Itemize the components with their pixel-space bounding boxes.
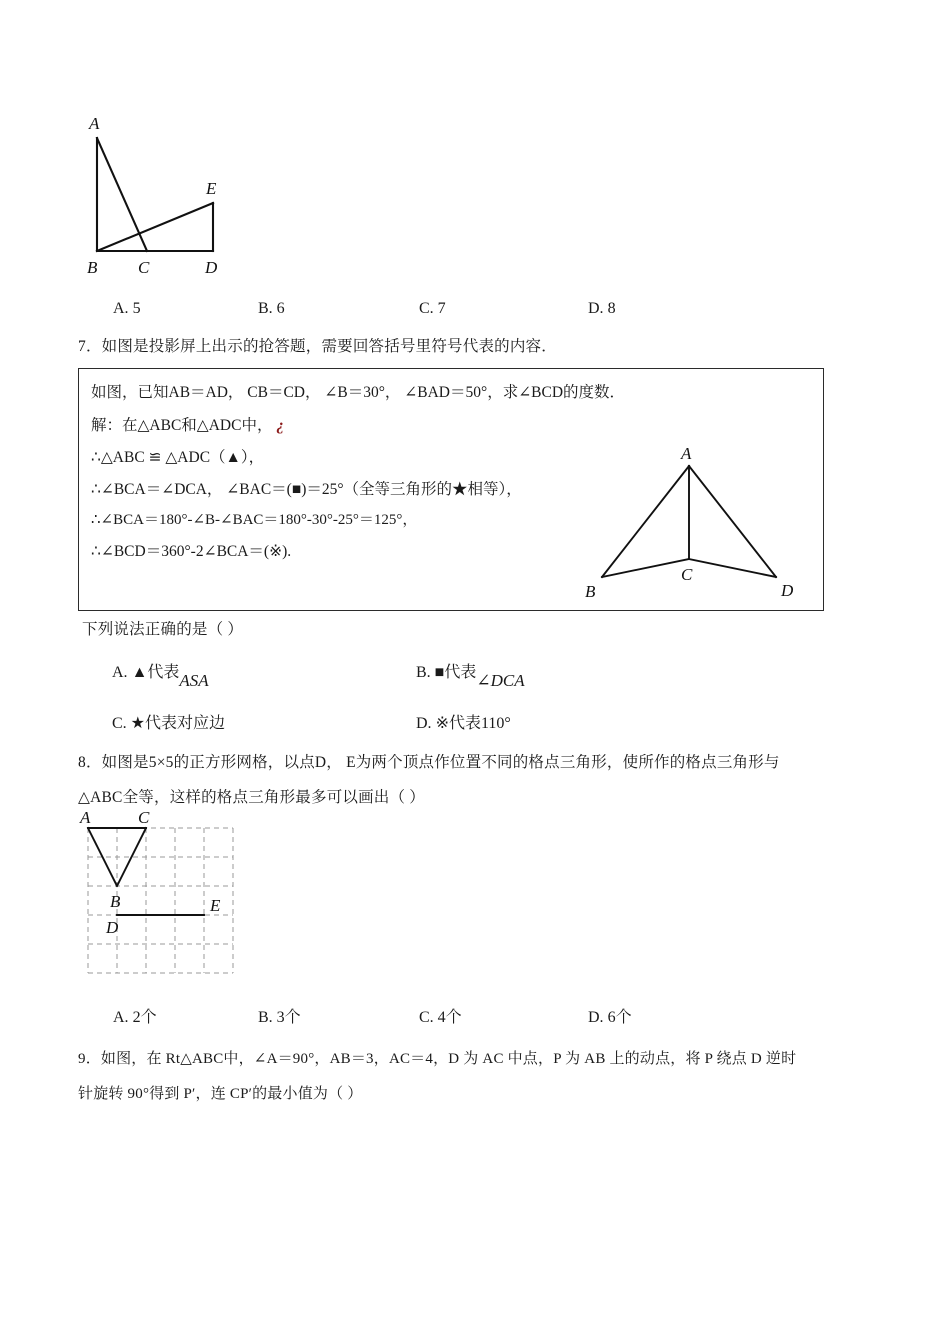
figure-label-B: B [87, 258, 98, 277]
segment-AD [689, 466, 776, 577]
figure-label-B: B [585, 582, 596, 601]
segment-BC [117, 828, 146, 886]
figure-label-D: D [205, 258, 218, 277]
figure-label-A: A [89, 114, 100, 133]
question7-box-text [91, 377, 626, 569]
q7-option-d-key: D. [416, 715, 432, 732]
figure-label-D: D [781, 581, 794, 600]
q7-option-a-lead: ▲代表 [131, 664, 180, 681]
question7-prompt: 下列说法正确的是（ ） [82, 621, 244, 638]
q6-option-d[interactable] [588, 300, 616, 318]
q6-option-b-key: B. [258, 300, 273, 317]
q8-option-b-key: B. [258, 1009, 273, 1026]
q6-option-a-text: 5 [132, 300, 141, 317]
q6-option-b-text: 6 [276, 300, 285, 317]
q6-option-c[interactable] [419, 300, 446, 318]
q8-option-c[interactable] [419, 1004, 462, 1027]
q7-box-line-3: ∴△ABC ≌ △ADC（▲）， [91, 449, 265, 467]
q8-option-b-text: 3个 [276, 1009, 301, 1026]
q6-option-a-key: A. [113, 300, 129, 317]
question7-stem-text: 如图是投影屏上出示的抢答题，需要回答括号里符号代表的内容． [101, 338, 557, 355]
q6-option-a[interactable] [113, 300, 141, 318]
q8-option-a-text: 2个 [132, 1009, 157, 1026]
figure-label-A: A [681, 444, 692, 463]
q8-option-b[interactable] [258, 1004, 301, 1027]
q8-option-d-text: 6个 [607, 1009, 632, 1026]
figure-label-D: D [106, 918, 119, 937]
question8-stem-line2: △ABC全等，这样的格点三角形最多可以画出（ ） [78, 789, 425, 806]
q7-box-line-5: ∴∠BCA＝180°-∠B-∠BAC＝180°-30°-25°＝125°， [91, 511, 418, 528]
q6-option-c-text: 7 [437, 300, 446, 317]
q7-option-a[interactable] [112, 659, 209, 690]
figure-label-A: A [80, 812, 91, 827]
question8-stem-row1 [78, 748, 780, 777]
q6-option-b[interactable] [258, 300, 285, 318]
question7-stem-row [78, 332, 557, 361]
figure-label-E: E [210, 896, 221, 915]
q8-option-c-key: C. [419, 1009, 434, 1026]
question7-figure [584, 441, 824, 606]
q7-solution-prefix: 解：在 [91, 416, 138, 434]
figure-label-B: B [110, 892, 121, 911]
q7-option-d-lead: ※代表110° [435, 715, 511, 732]
question8-number: 8． [78, 754, 102, 771]
q7-option-c-key: C. [112, 715, 127, 732]
q7-solution-body: △ABC和△ADC中， [137, 416, 273, 434]
q7-option-b-lead: ■代表 [434, 664, 477, 681]
q7-red-marker: ¿ [276, 416, 285, 434]
q6-option-d-text: 8 [607, 300, 616, 317]
question7-projected-box [78, 368, 824, 611]
question8-stem-row2 [78, 783, 425, 812]
q7-option-b-tail: ∠DCA [476, 671, 525, 690]
q7-box-line-1: 如图，已知AB＝AD， CB＝CD， ∠B＝30°， ∠BAD＝50°，求∠BCD的度数． [91, 384, 626, 401]
q8-option-d[interactable] [588, 1004, 632, 1027]
question9-row1 [78, 1045, 796, 1074]
question6-figure [70, 105, 340, 290]
question9-row2 [78, 1080, 362, 1109]
question9-line2: 针旋转 90°得到 P′，连 CP′的最小值为（ ） [78, 1086, 363, 1102]
q6-option-c-key: C. [419, 300, 434, 317]
figure-label-C: C [681, 565, 693, 584]
question7-number: 7． [78, 338, 102, 355]
question8-stem-line1: 如图是5×5的正方形网格，以点D， E为两个顶点作位置不同的格点三角形，使所作的格点三角形与 [101, 754, 780, 771]
q8-option-d-key: D. [588, 1009, 604, 1026]
q8-option-a-key: A. [113, 1009, 129, 1026]
question9-number: 9． [78, 1051, 101, 1067]
q7-box-line-6: ∴∠BCD＝360°-2∠BCA＝(※). [91, 543, 292, 561]
q7-box-line-2 [91, 410, 596, 443]
q8-option-a[interactable] [113, 1004, 157, 1027]
question9-line1: 如图，在 Rt△ABC中，∠A＝90°，AB＝3，AC＝4，D 为 AC 中点，P 为 AB 上的动点，将 P 绕点 D 逆时 [100, 1051, 797, 1067]
figure-label-E: E [206, 179, 217, 198]
q7-box-line-4: ∴∠BCA＝∠DCA， ∠BAC＝(■)＝25°（全等三角形的★相等）， [91, 480, 522, 498]
q8-option-c-text: 4个 [437, 1009, 462, 1026]
q6-option-d-key: D. [588, 300, 604, 317]
q7-option-d[interactable] [416, 710, 511, 733]
q7-option-b[interactable] [416, 659, 525, 690]
figure-label-C: C [138, 258, 150, 277]
segment-AB [602, 466, 689, 577]
segment-BE [97, 203, 213, 251]
figure-label-C: C [138, 812, 150, 827]
q7-option-a-tail: ASA [179, 671, 209, 690]
question8-figure [72, 812, 302, 997]
q7-option-c-lead: ★代表对应边 [130, 715, 226, 732]
q7-option-b-key: B. [416, 664, 431, 681]
q7-option-c[interactable] [112, 710, 225, 733]
q7-option-a-key: A. [112, 664, 128, 681]
